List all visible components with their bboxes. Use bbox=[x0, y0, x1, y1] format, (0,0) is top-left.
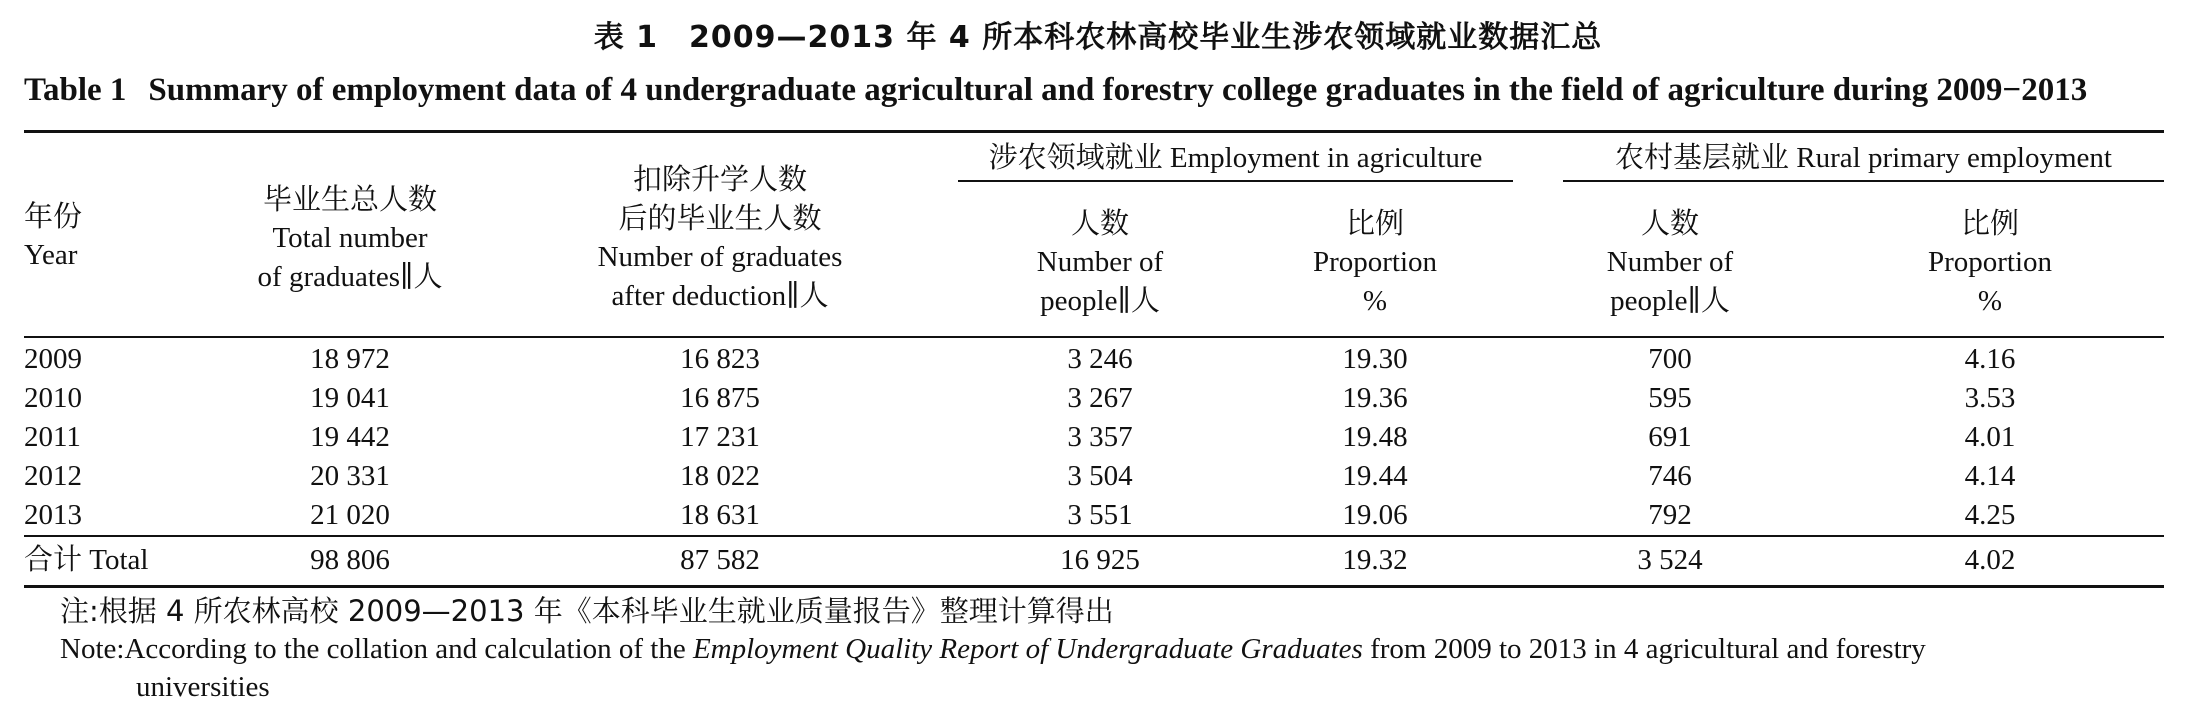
cell-total: 98 806 bbox=[310, 544, 390, 576]
group-agri-rule bbox=[958, 180, 1513, 182]
cell-agri-prop: 19.36 bbox=[1342, 382, 1408, 414]
note-en-after: from 2009 to 2013 in 4 agricultural and forestry bbox=[1362, 633, 1926, 665]
cell-agri-people: 16 925 bbox=[1060, 544, 1140, 576]
header-agri-prop-cn: 比例 bbox=[1345, 206, 1404, 240]
header-rural-people-cn: 人数 bbox=[1640, 206, 1699, 240]
cell-rural-people: 3 524 bbox=[1637, 544, 1703, 576]
cell-total: 20 331 bbox=[310, 460, 390, 492]
cell-after: 17 231 bbox=[680, 421, 760, 453]
cell-rural-people: 746 bbox=[1648, 460, 1692, 492]
header-agri-prop-en1: Proportion bbox=[1312, 246, 1438, 278]
cell-rural-people: 595 bbox=[1648, 382, 1692, 414]
cell-rural-people: 691 bbox=[1648, 421, 1692, 453]
header-agri-people-cn: 人数 bbox=[1070, 206, 1129, 240]
cell-agri-prop: 19.30 bbox=[1342, 343, 1408, 375]
cell-rural-prop: 4.01 bbox=[1964, 421, 2016, 453]
cell-agri-prop: 19.32 bbox=[1342, 544, 1408, 576]
header-total-en2: of graduates∥人 bbox=[257, 261, 443, 293]
note-en-line2: universities bbox=[136, 671, 270, 703]
cell-total: 19 442 bbox=[310, 421, 390, 453]
cell-year: 2010 bbox=[24, 382, 82, 414]
header-agri-prop-en2: % bbox=[1362, 285, 1388, 317]
group-rural-rule bbox=[1563, 180, 2164, 182]
cell-agri-prop: 19.48 bbox=[1342, 421, 1408, 453]
cell-agri-prop: 19.44 bbox=[1342, 460, 1408, 492]
cell-year: 2009 bbox=[24, 343, 82, 375]
cell-after: 18 022 bbox=[680, 460, 760, 492]
header-deduct-en2: after deduction∥人 bbox=[611, 280, 829, 312]
cell-total: 18 972 bbox=[310, 343, 390, 375]
cell-agri-people: 3 551 bbox=[1067, 499, 1133, 531]
cell-total: 19 041 bbox=[310, 382, 390, 414]
header-agri-people-en2: people∥人 bbox=[1040, 285, 1160, 317]
header-rural-prop-cn: 比例 bbox=[1960, 206, 2019, 240]
cell-year: 2012 bbox=[24, 460, 82, 492]
cell-rural-prop: 4.16 bbox=[1964, 343, 2016, 375]
cell-rural-prop: 4.02 bbox=[1964, 544, 2016, 576]
cell-after: 87 582 bbox=[680, 544, 760, 576]
header-rural-prop-en1: Proportion bbox=[1927, 246, 2053, 278]
header-group-rural: 农村基层就业 Rural primary employment bbox=[1615, 142, 2112, 174]
header-rural-people-en2: people∥人 bbox=[1610, 285, 1730, 317]
table-caption-en bbox=[24, 72, 2174, 109]
cell-rural-prop: 4.25 bbox=[1964, 499, 2016, 531]
note-en-before: According to the collation and calculation of the bbox=[124, 633, 693, 665]
cell-agri-people: 3 504 bbox=[1067, 460, 1133, 492]
cell-rural-prop: 3.53 bbox=[1964, 382, 2016, 414]
note-cn: 注:根据 4 所农林高校 2009—2013 年《本科毕业生就业质量报告》整理计算得出 bbox=[60, 594, 1114, 628]
table-caption-text: Summary of employment data of 4 undergraduate agricultural and forestry college graduates in the field of agriculture during 2009−2013 bbox=[148, 72, 2088, 108]
cell-agri-people: 3 246 bbox=[1067, 343, 1133, 375]
cell-agri-people: 3 357 bbox=[1067, 421, 1133, 453]
cell-year: 2013 bbox=[24, 499, 82, 531]
total-top-rule bbox=[24, 535, 2164, 537]
note-en-prefix: Note: bbox=[60, 633, 125, 665]
header-rural-prop-en2: % bbox=[1977, 285, 2003, 317]
header-deduct-en1: Number of graduates bbox=[597, 241, 843, 273]
table-label: Table 1 bbox=[24, 72, 127, 108]
note-en bbox=[60, 630, 1926, 668]
table-caption-cn: 表 1 2009—2013 年 4 所本科农林高校毕业生涉农领域就业数据汇总 bbox=[593, 20, 1603, 55]
header-group-agri: 涉农领域就业 Employment in agriculture bbox=[988, 142, 1483, 174]
note-en-report-title: Employment Quality Report of Undergraduate Graduates bbox=[692, 633, 1363, 665]
header-total-cn: 毕业生总人数 bbox=[262, 182, 437, 216]
header-deduct-cn2: 后的毕业生人数 bbox=[618, 201, 822, 235]
cell-after: 18 631 bbox=[680, 499, 760, 531]
cell-rural-people: 700 bbox=[1648, 343, 1692, 375]
cell-rural-people: 792 bbox=[1648, 499, 1692, 531]
cell-total: 21 020 bbox=[310, 499, 390, 531]
cell-year: 2011 bbox=[24, 421, 81, 453]
cell-rural-prop: 4.14 bbox=[1964, 460, 2016, 492]
cell-agri-prop: 19.06 bbox=[1342, 499, 1408, 531]
table-top-rule bbox=[24, 130, 2164, 133]
header-year-en: Year bbox=[24, 239, 78, 271]
cell-total-label: 合计 Total bbox=[24, 544, 149, 576]
header-total-en1: Total number bbox=[272, 222, 428, 254]
header-agri-people-en1: Number of bbox=[1036, 246, 1164, 278]
header-bottom-rule bbox=[24, 336, 2164, 338]
cell-agri-people: 3 267 bbox=[1067, 382, 1133, 414]
cell-after: 16 823 bbox=[680, 343, 760, 375]
header-year-cn: 年份 bbox=[24, 199, 83, 233]
header-deduct-cn1: 扣除升学人数 bbox=[632, 162, 807, 196]
table-bottom-rule bbox=[24, 585, 2164, 588]
header-rural-people-en1: Number of bbox=[1606, 246, 1734, 278]
cell-after: 16 875 bbox=[680, 382, 760, 414]
